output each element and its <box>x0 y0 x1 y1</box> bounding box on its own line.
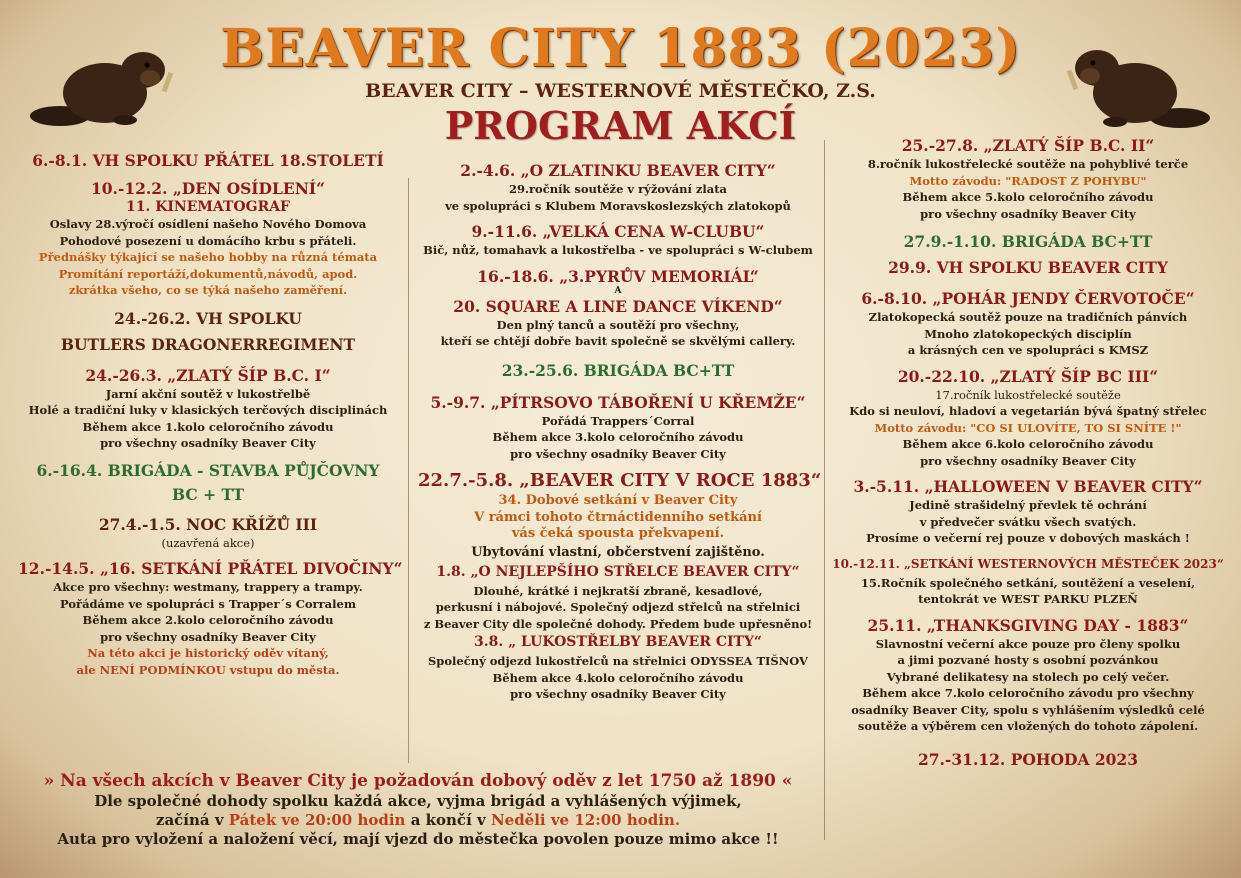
footer-notice <box>18 770 818 849</box>
event-text: (uzavřená akce) <box>161 535 255 550</box>
event-heading: BC + TT <box>171 484 245 504</box>
event-text: Přednášky týkající se našeho hobby na různá témata <box>38 250 378 264</box>
event-text: Na této akci je historický oděv vítaný, <box>87 646 329 660</box>
events-column-3 <box>828 135 1228 770</box>
end-time: Neděli ve 12:00 hodin. <box>490 811 681 829</box>
event-heading: 10.-12.11. „SETKÁNÍ WESTERNOVÝCH MĚSTEČEK 2023“ <box>832 556 1224 571</box>
event-text: Zlatokopecká soutěž pouze na tradičních pánvích <box>868 310 1188 324</box>
event-text: Motto závodu: "RADOST Z POHYBU" <box>909 173 1147 188</box>
event-text: Pořádá Trappers´Corral <box>541 413 695 428</box>
event-text: Oslavy 28.výročí osídlení našeho Nového Domova <box>49 217 367 231</box>
event-heading: 24.-26.3. „ZLATÝ ŠÍP B.C. I“ <box>85 365 331 385</box>
footer-line: Dle společné dohody spolku každá akce, vyjma brigád a vyhlášených výjimek, <box>94 792 742 810</box>
event-text: pro všechny osadníky Beaver City <box>920 206 1136 221</box>
event-heading: 3.8. „ LUKOSTŘELBY BEAVER CITY“ <box>474 634 762 650</box>
event-text: Motto závodu: "CO SI ULOVÍTE, TO SI SNÍTE !" <box>874 420 1182 435</box>
event-text: V rámci tohoto čtrnáctidenního setkání <box>474 509 762 525</box>
event-heading: 25.11. „THANKSGIVING DAY - 1883“ <box>867 615 1189 635</box>
footer-text: a končí v <box>405 811 491 829</box>
event-text: Holé a tradiční luky v klasických terčových disciplinách <box>28 403 388 417</box>
event-text: pro všechny osadníky Beaver City <box>510 446 726 461</box>
event-heading: 12.-14.5. „16. SETKÁNÍ PŘÁTEL DIVOČINY“ <box>18 559 403 578</box>
page-subtitle: BEAVER CITY – WESTERNOVÉ MĚSTEČKO, Z.S. <box>365 80 876 102</box>
event-text: 8.ročník lukostřelecké soutěže na pohyblivé terče <box>867 157 1189 171</box>
event-text: kteří se chtějí dobře bavit společně se skvělými callery. <box>440 334 796 348</box>
event-text: Během akce 3.kolo celoročního závodu <box>492 430 744 444</box>
event-text: pro všechny osadníky Beaver City <box>100 436 316 450</box>
event-text: a krásných cen ve spolupráci s KMSZ <box>907 343 1149 357</box>
event-heading: 27.-31.12. POHODA 2023 <box>917 749 1139 769</box>
event-heading: 24.-26.2. VH SPOLKU <box>114 308 302 328</box>
event-text: Pohodové posezení u domácího krbu s přáteli. <box>59 233 357 248</box>
event-heading: 22.7.-5.8. „BEAVER CITY V ROCE 1883“ <box>418 470 822 491</box>
event-heading: 6.-8.10. „POHÁR JENDY ČERVOTOČE“ <box>861 289 1195 308</box>
event-text: A <box>614 285 622 296</box>
dress-code-notice: » Na všech akcích v Beaver City je požadován dobový oděv z let 1750 až 1890 « <box>43 771 793 791</box>
event-heading: 6.-8.1. VH SPOLKU PŘÁTEL 18.STOLETÍ <box>32 151 384 170</box>
event-text: z Beaver City dle společné dohody. Předem bude upřesněno! <box>423 616 813 631</box>
column-divider <box>408 178 409 763</box>
event-text: v předvečer svátku všech svatých. <box>919 514 1137 529</box>
event-text: 29.ročník soutěže v rýžování zlata <box>508 182 728 196</box>
event-text: ve spolupráci s Klubem Moravskoslezských zlatokopů <box>445 198 791 213</box>
event-text: zkrátka všeho, co se týká našeho zaměření. <box>68 283 348 297</box>
event-text: a jimi pozvané hosty s osobní pozvánkou <box>897 653 1159 667</box>
start-time: Pátek ve 20:00 hodin <box>228 811 406 829</box>
event-text: Bič, nůž, tomahavk a lukostřelba - ve spolupráci s W-clubem <box>423 243 813 257</box>
event-text: 17.ročník lukostřelecké soutěže <box>935 387 1121 402</box>
event-heading: 10.-12.2. „DEN OSÍDLENÍ“ <box>90 179 326 198</box>
program-heading: PROGRAM AKCÍ <box>444 103 797 148</box>
event-heading: 1.8. „O NEJLEPŠÍHO STŘELCE BEAVER CITY“ <box>436 563 800 580</box>
event-heading: 9.-11.6. „VELKÁ CENA W-CLUBU“ <box>471 222 765 241</box>
event-text: pro všechny osadníky Beaver City <box>920 453 1136 468</box>
event-text: Mnoho zlatokopeckých disciplín <box>924 326 1132 341</box>
event-heading: 2.-4.6. „O ZLATINKU BEAVER CITY“ <box>460 161 776 180</box>
events-column-1 <box>18 150 403 678</box>
event-text: soutěže a výběrem cen vložených do tohoto zápolení. <box>857 719 1199 733</box>
event-text: Jarní akční soutěž v lukostřelbě <box>105 386 311 401</box>
column-divider <box>824 140 825 840</box>
event-text: pro všechny osadníky Beaver City <box>510 687 726 701</box>
event-heading: 20.-22.10. „ZLATÝ ŠÍP BC III“ <box>897 366 1159 386</box>
event-text: osadníky Beaver City, spolu s vyhlášením výsledků celé <box>851 702 1205 717</box>
event-text: Společný odjezd lukostřelců na střelnici ODYSSEA TIŠNOV <box>428 654 808 668</box>
event-heading: 29.9. VH SPOLKU BEAVER CITY <box>888 258 1168 277</box>
event-text: tentokrát ve WEST PARKU PLZEŇ <box>918 592 1138 606</box>
event-heading: 3.-5.11. „HALLOWEEN V BEAVER CITY“ <box>853 477 1203 496</box>
event-text: Kdo si neuloví, hladoví a vegetarián bývá špatný střelec <box>849 404 1207 418</box>
event-heading: 16.-18.6. „3.PYRŮV MEMORIÁL“ <box>477 266 759 286</box>
footer-line: Auta pro vyložení a naložení věcí, mají vjezd do městečka povolen pouze mimo akce !! <box>57 830 779 848</box>
event-heading: 20. SQUARE A LINE DANCE VÍKEND“ <box>453 296 783 316</box>
event-text: perkusní i nábojové. Společný odjezd střelců na střelnici <box>435 600 801 614</box>
event-text: Během akce 5.kolo celoročního závodu <box>902 190 1154 204</box>
event-text: ale NENÍ PODMÍNKOU vstupu do města. <box>76 662 340 677</box>
event-text: Ubytování vlastní, občerstvení zajištěno. <box>471 544 765 560</box>
event-text: Vybrané delikatesy na stolech po celý večer. <box>886 669 1170 684</box>
page-title: BEAVER CITY 1883 (2023) <box>220 18 1021 79</box>
footer-line <box>18 811 818 830</box>
footer-text: začíná v <box>155 811 229 829</box>
event-heading: 11. KINEMATOGRAF <box>125 199 290 215</box>
event-text: Během akce 4.kolo celoročního závodu <box>492 670 744 685</box>
event-text: Slavnostní večerní akce pouze pro členy spolku <box>875 636 1181 651</box>
event-text: Pořádáme ve spolupráci s Trapper´s Corralem <box>60 596 356 611</box>
event-text: Prosíme o večerní rej pouze v dobových maskách ! <box>866 531 1190 545</box>
event-text: Během akce 1.kolo celoročního závodu <box>82 419 334 434</box>
event-heading: 27.9.-1.10. BRIGÁDA BC+TT <box>903 232 1153 251</box>
event-heading: 6.-16.4. BRIGÁDA - STAVBA PŮJČOVNY <box>36 460 380 480</box>
event-text: Promítání reportáží,dokumentů,návodů, apod. <box>58 266 358 281</box>
event-text: Akce pro všechny: westmany, trappery a trampy. <box>53 580 363 594</box>
event-text: Během akce 2.kolo celoročního závodu <box>82 613 334 627</box>
event-text: 34. Dobové setkání v Beaver City <box>498 493 738 508</box>
event-heading: 27.4.-1.5. NOC KŘÍŽŮ III <box>98 514 318 534</box>
event-heading: BUTLERS DRAGONERREGIMENT <box>60 334 356 354</box>
event-text: Během akce 6.kolo celoročního závodu <box>902 437 1154 451</box>
events-column-2 <box>418 160 822 703</box>
event-text: pro všechny osadníky Beaver City <box>100 629 316 644</box>
event-text: Během akce 7.kolo celoročního závodu pro všechny <box>862 686 1194 700</box>
event-heading: 23.-25.6. BRIGÁDA BC+TT <box>501 360 735 380</box>
event-text: Jedině strašidelný převlek tě ochrání <box>909 498 1147 512</box>
event-text: 15.Ročník společného setkání, soutěžení a veselení, <box>860 575 1196 590</box>
event-text: vás čeká spousta překvapení. <box>511 526 725 541</box>
event-heading: 25.-27.8. „ZLATÝ ŠÍP B.C. II“ <box>901 136 1155 155</box>
event-heading: 5.-9.7. „PÍTRSOVO TÁBOŘENÍ U KŘEMŽE“ <box>430 392 806 412</box>
event-text: Den plný tanců a soutěží pro všechny, <box>496 317 740 332</box>
event-text: Dlouhé, krátké i nejkratší zbraně, kesadlové, <box>473 583 763 598</box>
